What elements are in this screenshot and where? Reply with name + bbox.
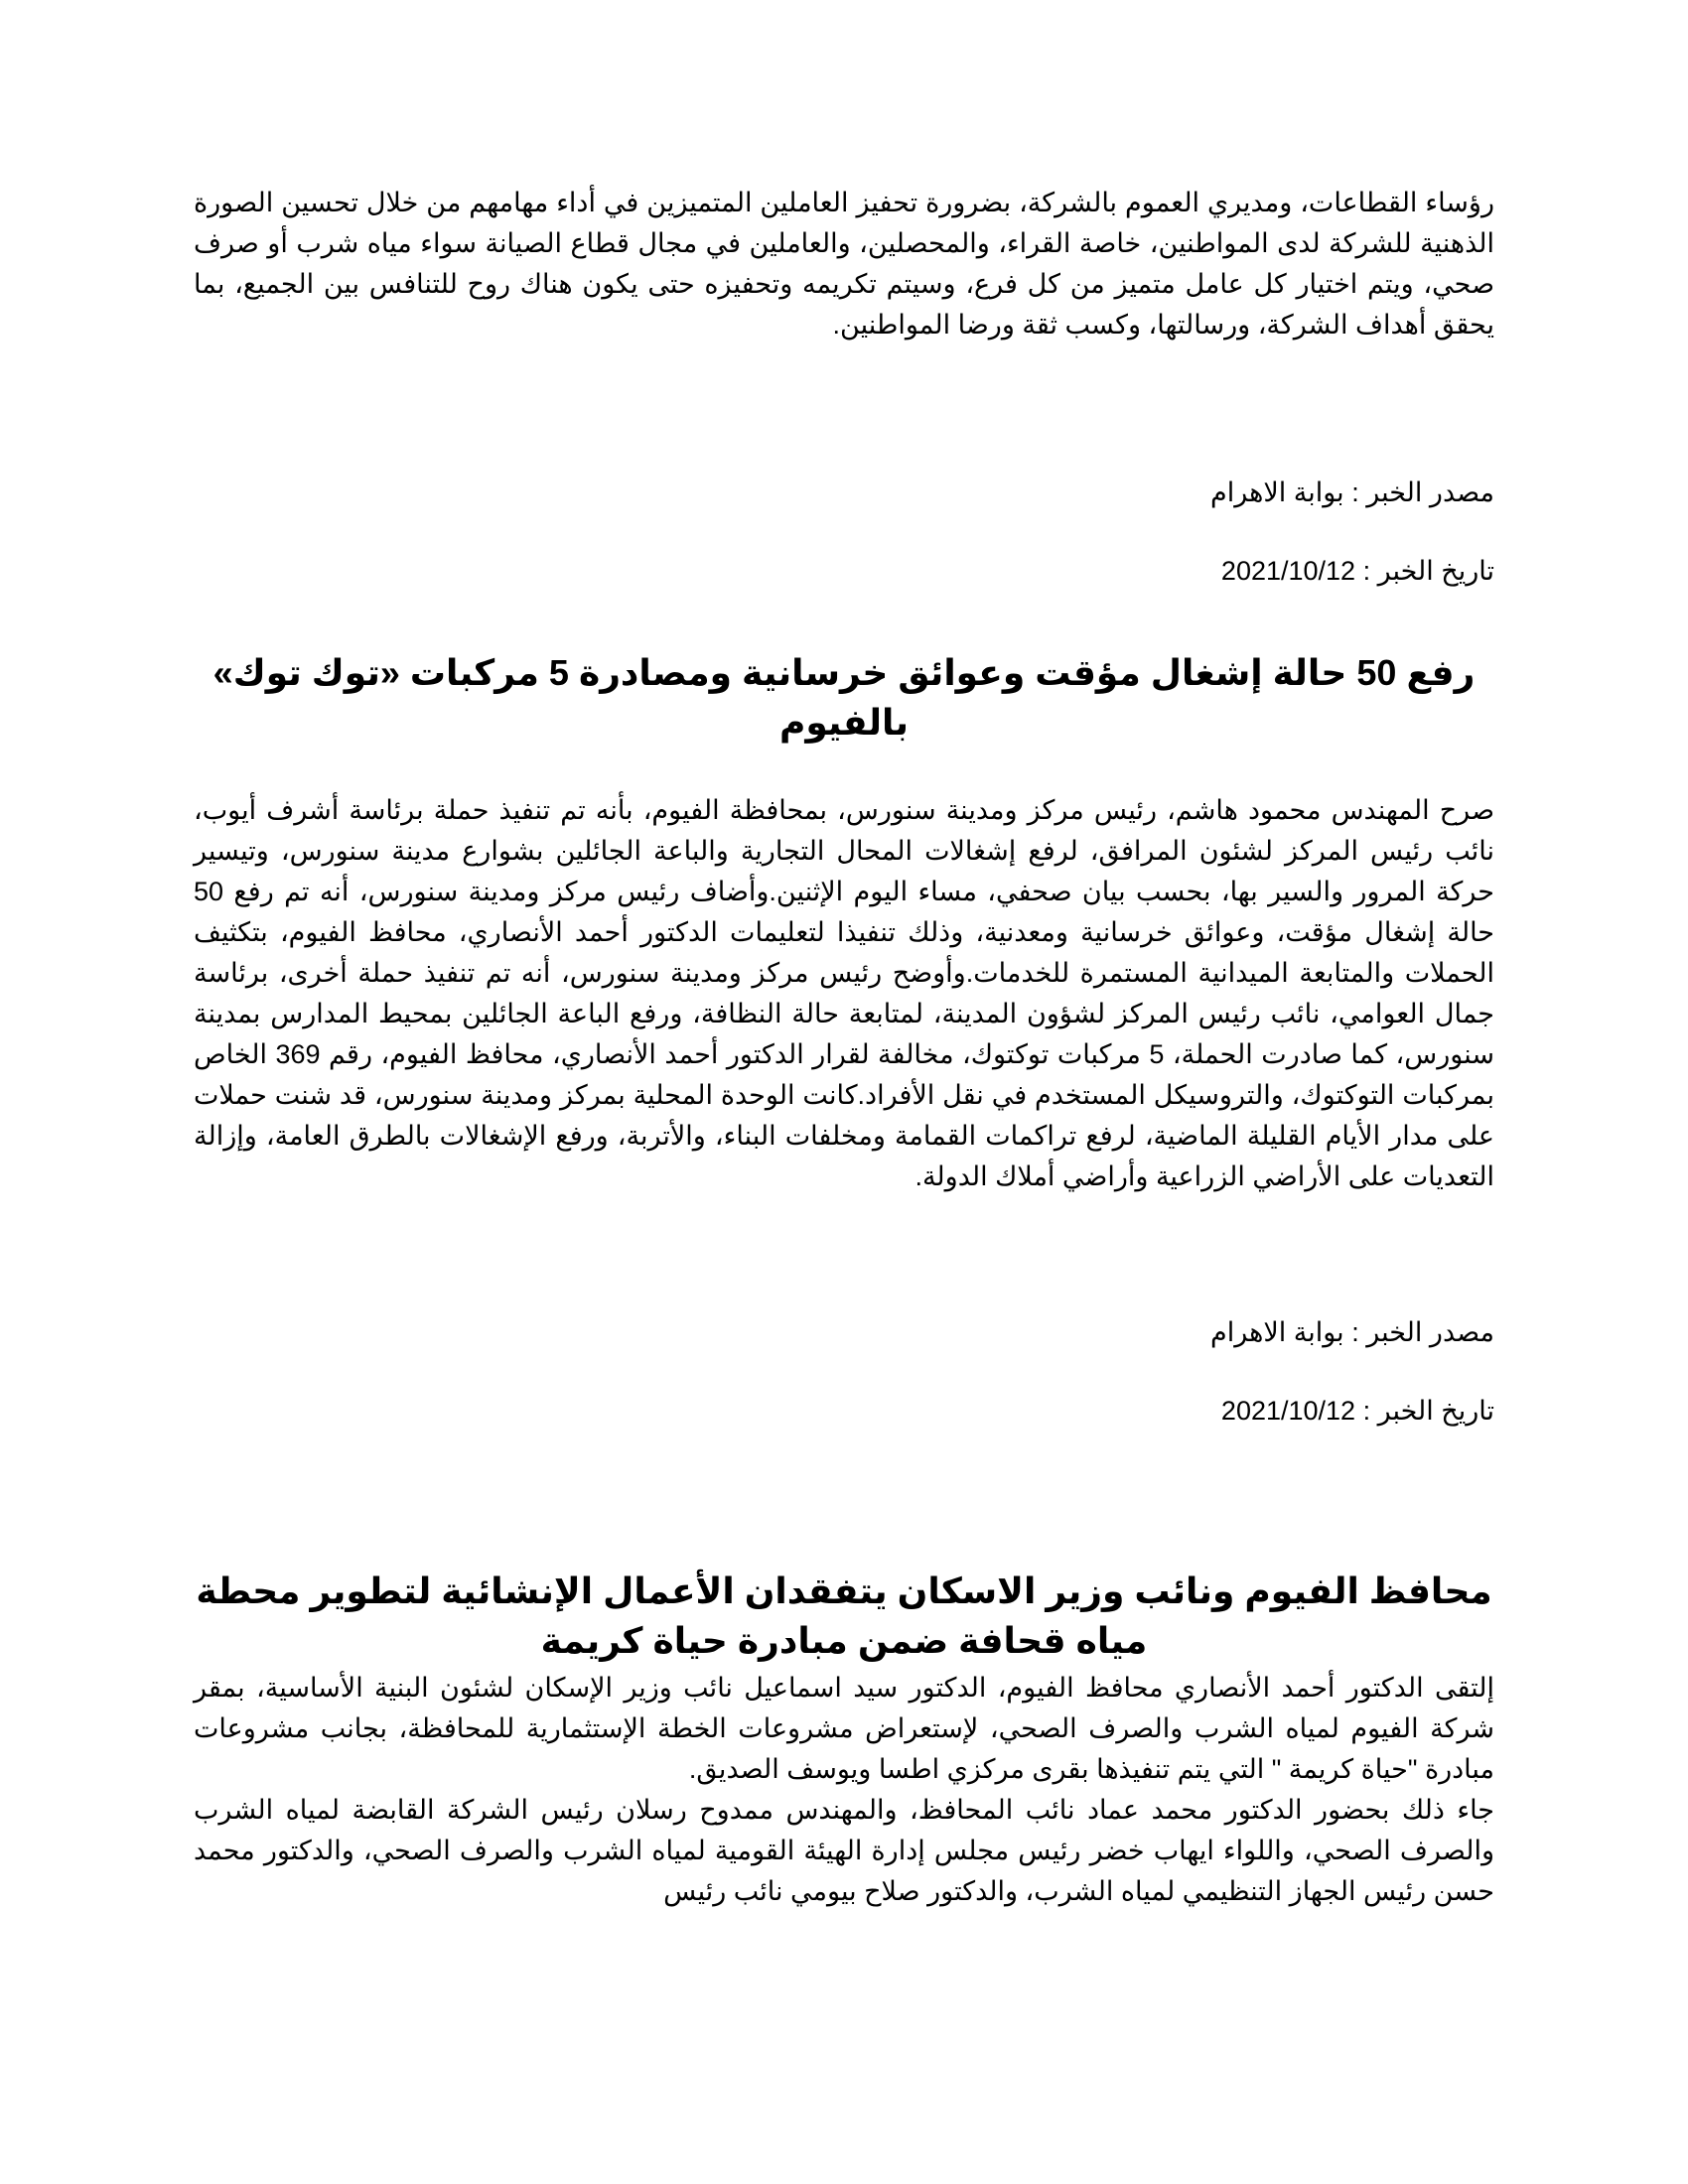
article1-body: رؤساء القطاعات، ومديري العموم بالشركة، بضرورة تحفيز العاملين المتميزين في أداء مهامهم من خلال تحسين الصورة الذهنية للشركة لدى المواطنين، خاصة القراء، والمحصلين، والعاملين في مجال قطاع الصيانة سواء مياه شرب أو صرف صحي، ويتم اختيار كل عامل متميز من كل فرع، وسيتم تكريمه وتحفيزه حتى يكون هناك روح للتنافس بين الجميع، بما يحقق أهداف الشركة، ورسالتها، وكسب ثقة ورضا المواطنين.	[194, 188, 1494, 340]
article3-body-paragraph-2: جاء ذلك بحضور الدكتور محمد عماد نائب المحافظ، والمهندس ممدوح رسلان رئيس الشركة القابضة لمياه الشرب والصرف الصحي، واللواء ايهاب خضر رئيس مجلس إدارة الهيئة القومية لمياه الشرب والصرف الصحي، والدكتور محمد حسن رئيس الجهاز التنظيمي لمياه الشرب، والدكتور صلاح بيومي نائب رئيس	[194, 1795, 1494, 1906]
article3-title: محافظ الفيوم ونائب وزير الاسكان يتفقدان الأعمال الإنشائية لتطوير محطة مياه قحافة ضمن مبادرة حياة كريمة	[196, 1570, 1492, 1661]
article2-body: صرح المهندس محمود هاشم، رئيس مركز ومدينة سنورس، بمحافظة الفيوم، بأنه تم تنفيذ حملة برئاسة أشرف أيوب، نائب رئيس المركز لشئون المرافق، لرفع إشغالات المحال التجارية والباعة الجائلين بشوارع مدينة سنورس، وتيسير حركة المرور والسير بها، بحسب بيان صحفي، مساء اليوم الإثنين.وأضاف رئيس مركز ومدينة سنورس، أنه تم رفع 50 حالة إشغال مؤقت، وعوائق خرسانية ومعدنية، وذلك تنفيذا لتعليمات الدكتور أحمد الأنصاري، محافظ الفيوم، بتكثيف الحملات والمتابعة الميدانية المستمرة للخدمات.وأوضح رئيس مركز ومدينة سنورس، أنه تم تنفيذ حملة أخرى، برئاسة جمال العوامي، نائب رئيس المركز لشؤون المدينة، لمتابعة حالة النظافة، ورفع الباعة الجائلين بمحيط المدارس بمدينة سنورس، كما صادرت الحملة، 5 مركبات توكتوك، مخالفة لقرار الدكتور أحمد الأنصاري، محافظ الفيوم، رقم 369 الخاص بمركبات التوكتوك، والتروسيكل المستخدم في نقل الأفراد.كانت الوحدة المحلية بمركز ومدينة سنورس، قد شنت حملات على مدار الأيام القليلة الماضية، لرفع تراكمات القمامة ومخلفات البناء، والأتربة، ورفع الإشغالات بالطرق العامة، وإزالة التعديات على الأراضي الزراعية وأراضي أملاك الدولة.	[194, 795, 1494, 1191]
article2-source: مصدر الخبر : بوابة الاهرام	[1209, 1317, 1494, 1347]
article2-date: تاريخ الخبر : 2021/10/12	[1220, 1396, 1494, 1426]
article1-source: مصدر الخبر : بوابة الاهرام	[1209, 478, 1494, 507]
article2-title: رفع 50 حالة إشغال مؤقت وعوائق خرسانية ومصادرة 5 مركبات «توك توك» بالفيوم	[212, 652, 1476, 743]
article1-date: تاريخ الخبر : 2021/10/12	[1220, 556, 1494, 586]
document-page	[194, 0, 1494, 2184]
article3-body-paragraph-1: إلتقى الدكتور أحمد الأنصاري محافظ الفيوم، الدكتور سيد اسماعيل نائب وزير الإسكان لشئون البنية الأساسية، بمقر شركة الفيوم لمياه الشرب والصرف الصحي، لإستعراض مشروعات الخطة الإستثمارية للمحافظة، بجانب مشروعات مبادرة "حياة كريمة " التي يتم تنفيذها بقرى مركزي اطسا ويوسف الصديق.	[194, 1673, 1494, 1784]
